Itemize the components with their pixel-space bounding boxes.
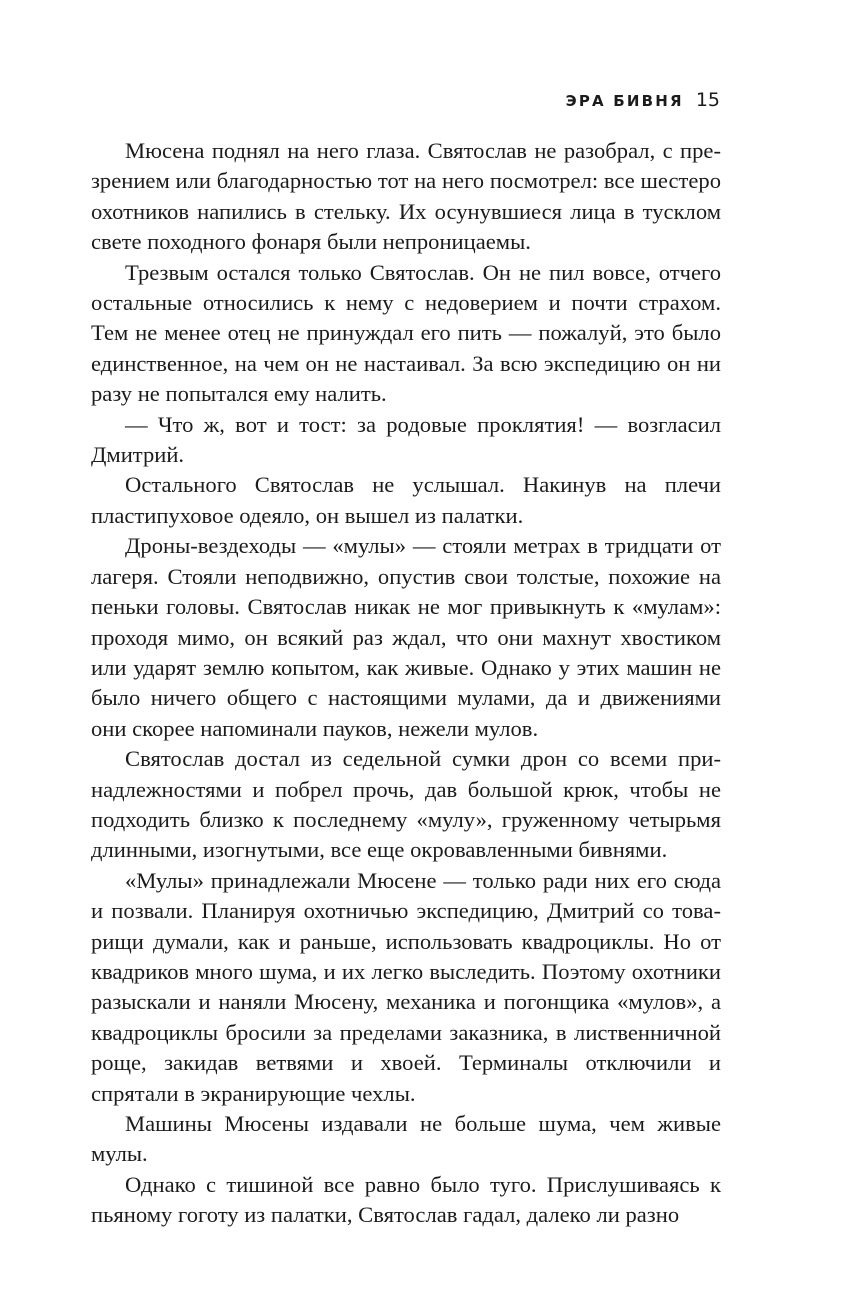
paragraph: Дроны-вездеходы — «мулы» — стояли метрах в тридцати от лагеря. Стояли неподвижно, опустив свои толстые, похожие на пеньки головы. Святослав никак не мог привыкнуть к «мулам»: проходя мимо, он всякий раз ждал, что они махнут хвостиком или ударят землю копытом, как живые. Однако у этих машин не было ничего общего с настоящими мулами, да и движениями они скорее напоминали пауков, нежели мулов.	[91, 533, 721, 741]
running-head	[566, 89, 720, 111]
paragraph: «Мулы» принадлежали Мюсене — только ради них его сюда и позвали. Планируя охотничью экспедицию, Дмитрий со товарищи думали, как и раньше, использовать квадроциклы. Но от квадриков много шума, и их легко выследить. Поэтому охотники разыскали и наняли Мюсену, механика и погонщика «мулов», а квадроциклы бросили за пределами заказника, в лиственничной роще, закидав ветвями и хвоей. Терминалы отключили и спрятали в экранирующие чехлы.	[91, 867, 721, 1106]
running-title: ЭРА БИВНЯ	[565, 92, 684, 110]
paragraph: Однако с тишиной все равно было туго. Прислушиваясь к пьяному гоготу из палатки, Святослав гадал, далеко ли разно	[91, 1171, 721, 1228]
page-number: 15	[695, 89, 720, 111]
paragraph: Святослав достал из седельной сумки дрон со всеми принадлежностями и побрел прочь, дав большой крюк, чтобы не подходить близко к последнему «мулу», груженному четырьмя длинными, изогнутыми, все еще окровавленными бивнями.	[91, 746, 721, 863]
body-text	[91, 136, 721, 1231]
paragraph: Машины Мюсены издавали не больше шума, чем живые мулы.	[91, 1111, 721, 1167]
paragraph: — Что ж, вот и тост: за родовые проклятия! — возгласил Дмитрий.	[91, 411, 721, 468]
paragraph: Мюсена поднял на него глаза. Святослав не разобрал, с презрением или благодарностью тот на него посмотрел: все шестеро охотников напились в стельку. Их осунувшиеся лица в тусклом свете походного фонаря были непроницаемы.	[91, 138, 721, 255]
paragraph: Остального Святослав не услышал. Накинув на плечи пластипуховое одеяло, он вышел из палатки.	[91, 472, 721, 528]
paragraph: Трезвым остался только Святослав. Он не пил вовсе, отчего остальные относились к нему с недоверием и почти страхом. Тем не менее отец не принуждал его пить — пожалуй, это было единственное, на чем он не настаивал. За всю экспедицию он ни разу не попытался ему налить.	[91, 259, 721, 407]
